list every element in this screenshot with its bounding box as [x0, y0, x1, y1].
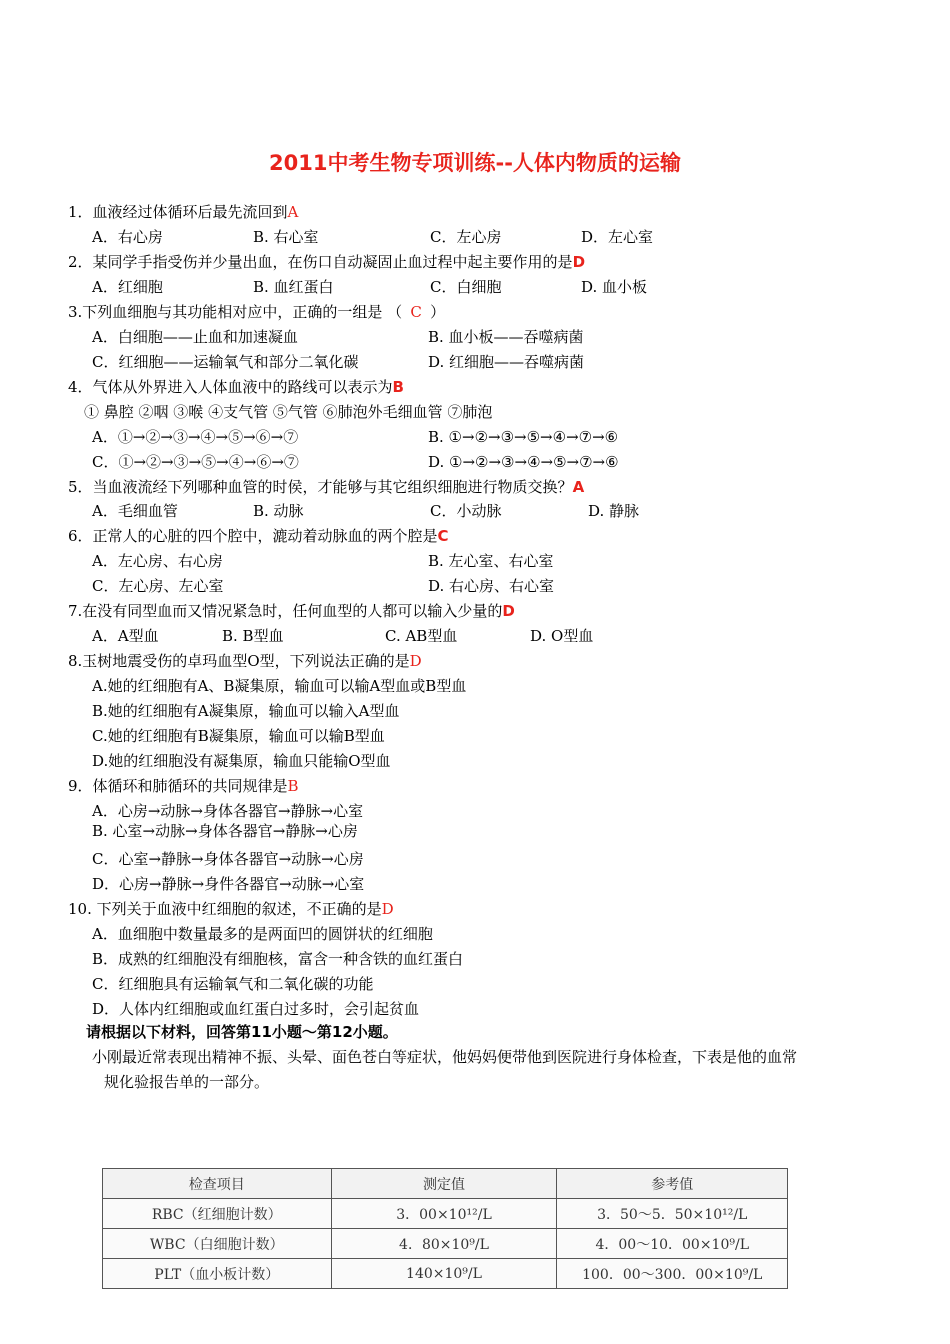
page-title: 2011中考生物专项训练--人体内物质的运输 — [269, 151, 681, 175]
option: A．红细胞 — [92, 278, 163, 296]
option: B. 心室→动脉→身体各器官→静脉→心房 — [92, 822, 358, 840]
table-cell: 140×10⁹/L — [331, 1259, 557, 1289]
option: C．心室→静脉→身体各器官→动脉→心房 — [92, 850, 364, 868]
option: A．左心房、右心房 — [92, 552, 223, 570]
question-9-stem: 9．体循环和肺循环的共同规律是B — [68, 777, 299, 795]
question-10-stem: 10. 下列关于血液中红细胞的叙述，不正确的是D — [68, 900, 394, 918]
option: C．①→②→③→⑤→④→⑥→⑦ — [92, 453, 299, 471]
table-header: 参考值 — [557, 1169, 788, 1199]
option: C. AB型血 — [385, 627, 458, 645]
table-row — [103, 1259, 788, 1289]
option: D．人体内红细胞或血红蛋白过多时，会引起贫血 — [92, 1000, 420, 1018]
option: A．心房→动脉→身体各器官→静脉→心室 — [92, 802, 364, 820]
table-cell: PLT（血小板计数） — [103, 1259, 332, 1289]
option: C．红细胞——运输氧气和部分二氧化碳 — [92, 353, 359, 371]
option: D. 血小板 — [581, 278, 648, 296]
option: B. 动脉 — [253, 502, 304, 520]
option: A．毛细血管 — [92, 502, 178, 520]
question-3-stem: 3.下列血细胞与其功能相对应中，正确的一组是 （ C ） — [68, 303, 446, 321]
table-header: 测定值 — [331, 1169, 557, 1199]
answer-7: D — [502, 602, 515, 620]
table-cell: RBC（红细胞计数） — [103, 1199, 332, 1229]
option: D. 右心房、右心室 — [428, 577, 555, 595]
option: A．A型血 — [92, 627, 159, 645]
option: A．①→②→③→④→⑤→⑥→⑦ — [92, 428, 299, 446]
option: B. B型血 — [222, 627, 284, 645]
option: A．右心房 — [92, 228, 163, 246]
answer-3: C — [410, 303, 422, 321]
option: B. 血小板——吞噬病菌 — [428, 328, 584, 346]
table-header-row — [103, 1169, 788, 1199]
question-5-stem: 5．当血液流经下列哪种血管的时侯，才能够与其它组织细胞进行物质交换？A — [68, 478, 585, 496]
answer-2: D — [572, 253, 586, 271]
option: C．白细胞 — [430, 278, 502, 296]
option: D．左心室 — [581, 228, 654, 246]
option: D. 静脉 — [588, 502, 640, 520]
table-row — [103, 1199, 788, 1229]
table-cell: 4．00～10．00×10⁹/L — [557, 1229, 788, 1259]
question-7-stem: 7.在没有同型血而又情况紧急时，任何血型的人都可以输入少量的D — [68, 602, 515, 620]
material-line-2: 规化验报告单的一部分。 — [104, 1073, 270, 1091]
option: A.她的红细胞有A、B凝集原，输血可以输A型血或B型血 — [92, 677, 467, 695]
table-cell: 3．50～5．50×10¹²/L — [557, 1199, 788, 1229]
table-cell: WBC（白细胞计数） — [103, 1229, 332, 1259]
option: B.她的红细胞有A凝集原，输血可以输入A型血 — [92, 702, 400, 720]
answer-9: B — [287, 777, 299, 795]
option: B. 血红蛋白 — [253, 278, 334, 296]
table-header: 检查项目 — [103, 1169, 332, 1199]
option: C.她的红细胞有B凝集原，输血可以输B型血 — [92, 727, 385, 745]
option: D. ①→②→③→④→⑤→⑦→⑥ — [428, 453, 619, 471]
question-1-stem: 1．血液经过体循环后最先流回到A — [68, 203, 299, 221]
option: B. ①→②→③→⑤→④→⑦→⑥ — [428, 428, 619, 446]
table-cell: 4．80×10⁹/L — [331, 1229, 557, 1259]
question-6-stem: 6．正常人的心脏的四个腔中，漉动着动脉血的两个腔是C — [68, 527, 449, 545]
table-cell: 100．00～300．00×10⁹/L — [557, 1259, 788, 1289]
blood-report-table — [102, 1168, 788, 1289]
answer-6: C — [437, 527, 449, 545]
option: A．白细胞——止血和加速凝血 — [92, 328, 298, 346]
option: B．成熟的红细胞没有细胞核，富含一种含铁的血红蛋白 — [92, 950, 464, 968]
material-line-1: 小刚最近常表现出精神不振、头晕、面色苍白等症状，他妈妈便带他到医院进行身体检查，下表是他的血常 — [92, 1048, 798, 1066]
answer-1: A — [287, 203, 299, 221]
option: C．小动脉 — [430, 502, 502, 520]
option: B. 左心室、右心室 — [428, 552, 554, 570]
material-intro: 请根据以下材料，回答第11小题～第12小题。 — [86, 1023, 398, 1041]
answer-10: D — [381, 900, 394, 918]
table-cell: 3．00×10¹²/L — [331, 1199, 557, 1229]
option: B. 右心室 — [253, 228, 319, 246]
question-4-legend: ① 鼻腔 ②咽 ③喉 ④支气管 ⑤气管 ⑥肺泡外毛细血管 ⑦肺泡 — [84, 403, 493, 421]
option: D.她的红细胞没有凝集原，输血只能输O型血 — [92, 752, 391, 770]
option: D. 红细胞——吞噬病菌 — [428, 353, 585, 371]
option: C．左心房 — [430, 228, 502, 246]
answer-5: A — [572, 478, 585, 496]
option: D. O型血 — [530, 627, 594, 645]
question-8-stem: 8.玉树地震受伤的卓玛血型O型，下列说法正确的是D — [68, 652, 422, 670]
option: A．血细胞中数量最多的是两面凹的圆饼状的红细胞 — [92, 925, 433, 943]
table-row — [103, 1229, 788, 1259]
option: C．左心房、左心室 — [92, 577, 224, 595]
option: C．红细胞具有运输氧气和二氧化碳的功能 — [92, 975, 374, 993]
option: D．心房→静脉→身件各器官→动脉→心室 — [92, 875, 365, 893]
question-4-stem: 4．气体从外界进入人体血液中的路线可以表示为B — [68, 378, 404, 396]
answer-8: D — [409, 652, 422, 670]
question-2-stem: 2．某同学手指受伤并少量出血，在伤口自动凝固止血过程中起主要作用的是D — [68, 253, 586, 271]
answer-4: B — [392, 378, 404, 396]
